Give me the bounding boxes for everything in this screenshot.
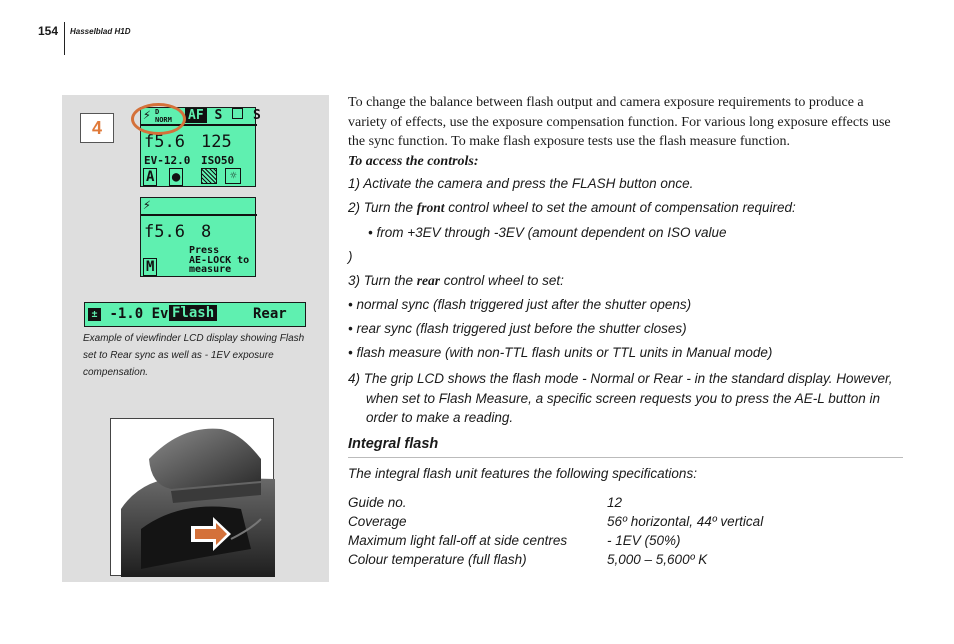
step-3-wheel: rear <box>416 273 441 288</box>
message-line-1: Press <box>189 245 220 256</box>
viewfinder-row <box>88 306 168 322</box>
access-heading: To access the controls: <box>348 154 479 169</box>
grid-icon <box>201 168 217 184</box>
lcd-bottom-icons <box>201 168 241 184</box>
step-3-pre: 3) Turn the <box>348 273 417 288</box>
bullet-flash-measure: • flash measure (with non-TTL flash units or TTL units in Manual mode) <box>348 345 773 360</box>
aperture-value: f5.6 <box>144 222 185 242</box>
viewfinder-lcd <box>84 302 306 327</box>
flash-mode-bottom: NORM <box>155 116 172 124</box>
camera-illustration <box>111 419 275 577</box>
step-number-box: 4 <box>80 113 114 143</box>
header-divider <box>64 22 65 55</box>
spec-value: 56º horizontal, 44º vertical <box>607 514 764 529</box>
flash-icon: ⚡ <box>143 108 151 123</box>
s-indicator-2: S <box>252 108 261 123</box>
flash-icon: ⚡ <box>143 198 151 213</box>
measure-message <box>189 246 249 275</box>
lcd-mode <box>143 258 160 276</box>
message-line-3: measure <box>189 264 232 275</box>
highlight-circle <box>131 103 186 135</box>
s-indicator-1: S <box>214 108 223 123</box>
step-2 <box>348 200 796 216</box>
ev-value: EV-12.0 <box>144 154 191 167</box>
step-2-post: control wheel to set the amount of compensation required: <box>444 200 796 215</box>
sync-mode: Rear <box>253 306 287 322</box>
af-indicator: AF <box>185 108 207 123</box>
shutter-value: 125 <box>201 132 232 152</box>
shutter-value: 8 <box>201 222 212 242</box>
step-3-post: control wheel to set: <box>440 273 564 288</box>
figure-caption: Example of viewfinder LCD display showing Flash set to Rear sync as well as - 1EV exposure compensation. <box>83 333 305 378</box>
flash-indicator: Flash <box>169 305 217 321</box>
spec-value: 5,000 – 5,600º K <box>607 552 708 567</box>
spec-label: Maximum light fall-off at side centres <box>348 533 568 548</box>
spec-value: - 1EV (50%) <box>607 533 681 548</box>
bullet-rear-sync: • rear sync (flash triggered just before the shutter closes) <box>348 321 687 336</box>
header-title: Hasselblad H1D <box>70 27 131 36</box>
bullet-normal-sync: • normal sync (flash triggered just after the shutter opens) <box>348 297 692 312</box>
lcd-top-row <box>185 108 261 123</box>
lcd-divider <box>141 214 257 216</box>
flash-label <box>169 305 217 321</box>
exposure-mode: M <box>143 258 157 276</box>
step-4: 4) The grip LCD shows the flash mode - Normal or Rear - in the standard display. However, when set to Flash Measure, a specific screen requests you to press the AE-L button in order to make a reading. <box>348 371 893 425</box>
flash-mode-top: D <box>155 108 160 116</box>
iso-value: ISO50 <box>201 154 235 167</box>
step-1: 1) Activate the camera and press the FLASH button once. <box>348 176 694 191</box>
exposure-mode: A <box>143 168 157 186</box>
spec-label: Colour temperature (full flash) <box>348 552 527 567</box>
sun-icon: ☼ <box>225 168 241 184</box>
spot-metering-icon: ● <box>169 168 183 186</box>
spec-label: Guide no. <box>348 495 407 510</box>
closing-paren: ) <box>348 249 353 264</box>
lcd-bottom-row <box>143 168 186 186</box>
square-icon <box>232 108 243 119</box>
aperture-value: f5.6 <box>144 132 185 152</box>
step-3 <box>348 273 564 289</box>
camera-grip-photo <box>110 418 274 576</box>
step-2-pre: 2) Turn the <box>348 200 417 215</box>
compensation-value: -1.0 Ev <box>109 306 169 322</box>
intro-paragraph: To change the balance between flash output and camera exposure requirements to produce a variety of effects, use the exposure compensation function. For various long exposure effects use the sync function. To make flash exposure tests use the flash measure function. <box>348 95 891 149</box>
step-2-bullet: • from +3EV through -3EV (amount dependent on ISO value <box>368 225 727 240</box>
page-number: 154 <box>38 24 59 38</box>
step-2-wheel: front <box>416 200 445 215</box>
integral-flash-title: Integral flash <box>348 436 439 452</box>
spec-label: Coverage <box>348 514 407 529</box>
lcd-flash-measure-display <box>140 197 256 277</box>
spec-value: 12 <box>607 495 623 510</box>
integral-flash-intro: The integral flash unit features the following specifications: <box>348 466 697 481</box>
section-divider <box>348 457 903 458</box>
message-line-2: AE-LOCK to <box>189 254 250 266</box>
exposure-comp-icon: ± <box>88 308 101 321</box>
